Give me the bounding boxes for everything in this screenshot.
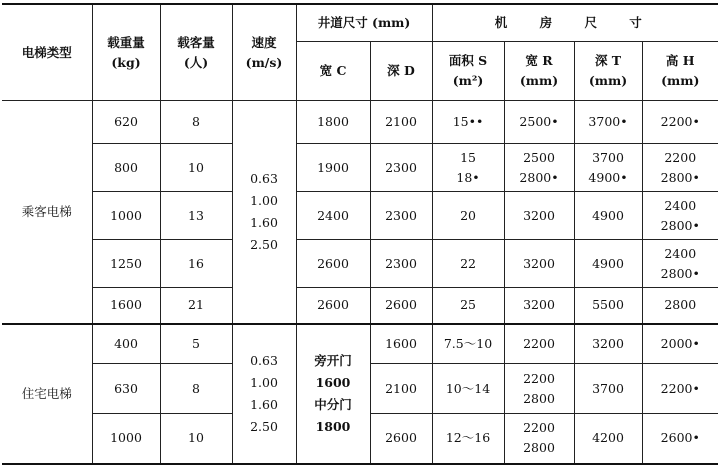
- load-cell: 630: [92, 364, 160, 414]
- table-row: [2, 101, 718, 144]
- room-height-cell: [642, 144, 718, 192]
- door-type-center-label: 中分门: [314, 396, 352, 412]
- header-room-height: [642, 42, 718, 101]
- room-area-line: 18•: [456, 169, 480, 185]
- header-speed-unit: (m/s): [245, 54, 283, 70]
- header-load: [92, 4, 160, 101]
- passenger-speed-cell: [232, 101, 296, 324]
- speed-value: 2.50: [250, 236, 278, 252]
- room-height-cell: 2000•: [642, 324, 718, 364]
- header-room-width-label: 宽 R: [525, 53, 553, 68]
- room-height-line: 2400: [664, 245, 697, 261]
- shaft-depth-cell: 2600: [370, 288, 432, 324]
- passengers-cell: 21: [160, 288, 232, 324]
- shaft-width-cell: 2400: [296, 192, 370, 240]
- passengers-cell: 16: [160, 240, 232, 288]
- residential-shaft-width-cell: [296, 324, 370, 464]
- room-area-cell: 15••: [432, 101, 504, 144]
- room-area-cell: 12～16: [432, 414, 504, 464]
- header-shaft-depth: 深 D: [370, 42, 432, 101]
- room-width-line: 2500: [523, 149, 555, 165]
- load-cell: 1000: [92, 192, 160, 240]
- room-height-cell: [642, 240, 718, 288]
- room-width-line: 2800: [523, 390, 555, 406]
- room-width-line: 2200: [523, 420, 555, 436]
- room-width-line: 2800•: [519, 169, 559, 185]
- shaft-width-cell: 1900: [296, 144, 370, 192]
- speed-value: 1.60: [250, 396, 278, 412]
- speed-value: 2.50: [250, 418, 278, 434]
- speed-value: 1.60: [250, 214, 278, 230]
- header-load-unit: (kg): [111, 54, 141, 70]
- room-area-cell: 20: [432, 192, 504, 240]
- header-room-width: [504, 42, 574, 101]
- room-depth-cell: 4200: [574, 414, 642, 464]
- speed-value: 0.63: [250, 170, 278, 186]
- room-area-cell: 10～14: [432, 364, 504, 414]
- room-depth-cell: 3700: [574, 364, 642, 414]
- header-elevator-type: 电梯类型: [2, 4, 92, 101]
- shaft-depth-cell: 2100: [370, 101, 432, 144]
- shaft-depth-cell: 1600: [370, 324, 432, 364]
- room-height-line: 2200: [664, 149, 697, 165]
- room-width-line: 2800: [523, 440, 555, 456]
- room-width-cell: [504, 414, 574, 464]
- room-width-line: 2200: [523, 370, 555, 386]
- room-depth-cell: 5500: [574, 288, 642, 324]
- passenger-elevator-label: 乘客电梯: [2, 101, 92, 324]
- room-width-cell: [504, 144, 574, 192]
- room-height-cell: 2200•: [642, 101, 718, 144]
- load-cell: 1250: [92, 240, 160, 288]
- room-height-cell: [642, 192, 718, 240]
- table-row: [2, 192, 718, 240]
- room-depth-cell: 4900: [574, 192, 642, 240]
- header-speed: [232, 4, 296, 101]
- header-room-area-unit: (m²): [452, 73, 484, 88]
- header-room-depth-label: 深 T: [594, 53, 622, 68]
- shaft-width-cell: 2600: [296, 240, 370, 288]
- load-cell: 1600: [92, 288, 160, 324]
- door-type-center-width: 1800: [315, 418, 351, 434]
- speed-value: 1.00: [250, 374, 278, 390]
- room-depth-cell: 3700•: [574, 101, 642, 144]
- header-speed-label: 速度: [251, 34, 277, 50]
- door-type-side-width: 1600: [315, 374, 351, 390]
- room-height-line: 2800•: [660, 169, 700, 185]
- header-machine-room-label: 机 房 尺 寸: [494, 15, 656, 30]
- passengers-cell: 10: [160, 414, 232, 464]
- shaft-width-cell: 1800: [296, 101, 370, 144]
- room-area-cell: 25: [432, 288, 504, 324]
- header-room-area: [432, 42, 504, 101]
- speed-value: 1.00: [250, 192, 278, 208]
- room-height-cell: 2600•: [642, 414, 718, 464]
- header-room-width-unit: (mm): [519, 73, 559, 88]
- speed-value: 0.63: [250, 352, 278, 368]
- door-type-side-label: 旁开门: [314, 352, 352, 368]
- room-area-cell: 7.5～10: [432, 324, 504, 364]
- header-room-depth-unit: (mm): [588, 73, 628, 88]
- residential-speed-cell: [232, 324, 296, 464]
- load-cell: 620: [92, 101, 160, 144]
- room-depth-line: 4900•: [588, 169, 628, 185]
- load-cell: 1000: [92, 414, 160, 464]
- room-width-cell: 3200: [504, 192, 574, 240]
- room-height-line: 2400: [664, 197, 697, 213]
- load-cell: 400: [92, 324, 160, 364]
- load-cell: 800: [92, 144, 160, 192]
- room-height-line: 2800•: [660, 217, 700, 233]
- table-row: [2, 288, 718, 324]
- room-width-cell: 3200: [504, 240, 574, 288]
- shaft-depth-cell: 2100: [370, 364, 432, 414]
- room-area-cell: 22: [432, 240, 504, 288]
- room-height-cell: 2200•: [642, 364, 718, 414]
- room-area-line: 15: [460, 149, 476, 165]
- room-area-cell: [432, 144, 504, 192]
- passengers-cell: 8: [160, 101, 232, 144]
- table-row: [2, 240, 718, 288]
- header-load-label: 载重量: [107, 34, 145, 50]
- shaft-depth-cell: 2300: [370, 144, 432, 192]
- room-height-line: 2800•: [660, 265, 700, 281]
- room-depth-cell: 3200: [574, 324, 642, 364]
- shaft-width-cell: 2600: [296, 288, 370, 324]
- header-room-height-label: 高 H: [665, 53, 695, 68]
- header-shaft-dimensions: 井道尺寸 (mm): [296, 4, 432, 42]
- header-room-area-label: 面积 S: [448, 53, 488, 68]
- shaft-depth-cell: 2300: [370, 240, 432, 288]
- header-room-depth: [574, 42, 642, 101]
- passengers-cell: 13: [160, 192, 232, 240]
- header-passengers: [160, 4, 232, 101]
- shaft-depth-cell: 2300: [370, 192, 432, 240]
- room-width-cell: [504, 364, 574, 414]
- room-width-cell: 2200: [504, 324, 574, 364]
- header-row-1: [2, 4, 718, 42]
- passengers-cell: 10: [160, 144, 232, 192]
- passengers-cell: 5: [160, 324, 232, 364]
- header-passengers-unit: (人): [183, 54, 209, 70]
- room-width-cell: 3200: [504, 288, 574, 324]
- header-shaft-width: 宽 C: [296, 42, 370, 101]
- header-room-height-unit: (mm): [661, 73, 700, 88]
- header-passengers-label: 载客量: [177, 34, 215, 50]
- elevator-spec-table: [2, 3, 718, 465]
- shaft-depth-cell: 2600: [370, 414, 432, 464]
- table-row: [2, 144, 718, 192]
- table-row: [2, 324, 718, 364]
- room-depth-cell: 4900: [574, 240, 642, 288]
- residential-elevator-label: 住宅电梯: [2, 324, 92, 464]
- passengers-cell: 8: [160, 364, 232, 414]
- header-machine-room: [432, 4, 718, 42]
- room-height-cell: 2800: [642, 288, 718, 324]
- room-depth-cell: [574, 144, 642, 192]
- room-depth-line: 3700: [592, 149, 624, 165]
- room-width-cell: 2500•: [504, 101, 574, 144]
- elevator-spec-table-wrapper: [2, 3, 718, 465]
